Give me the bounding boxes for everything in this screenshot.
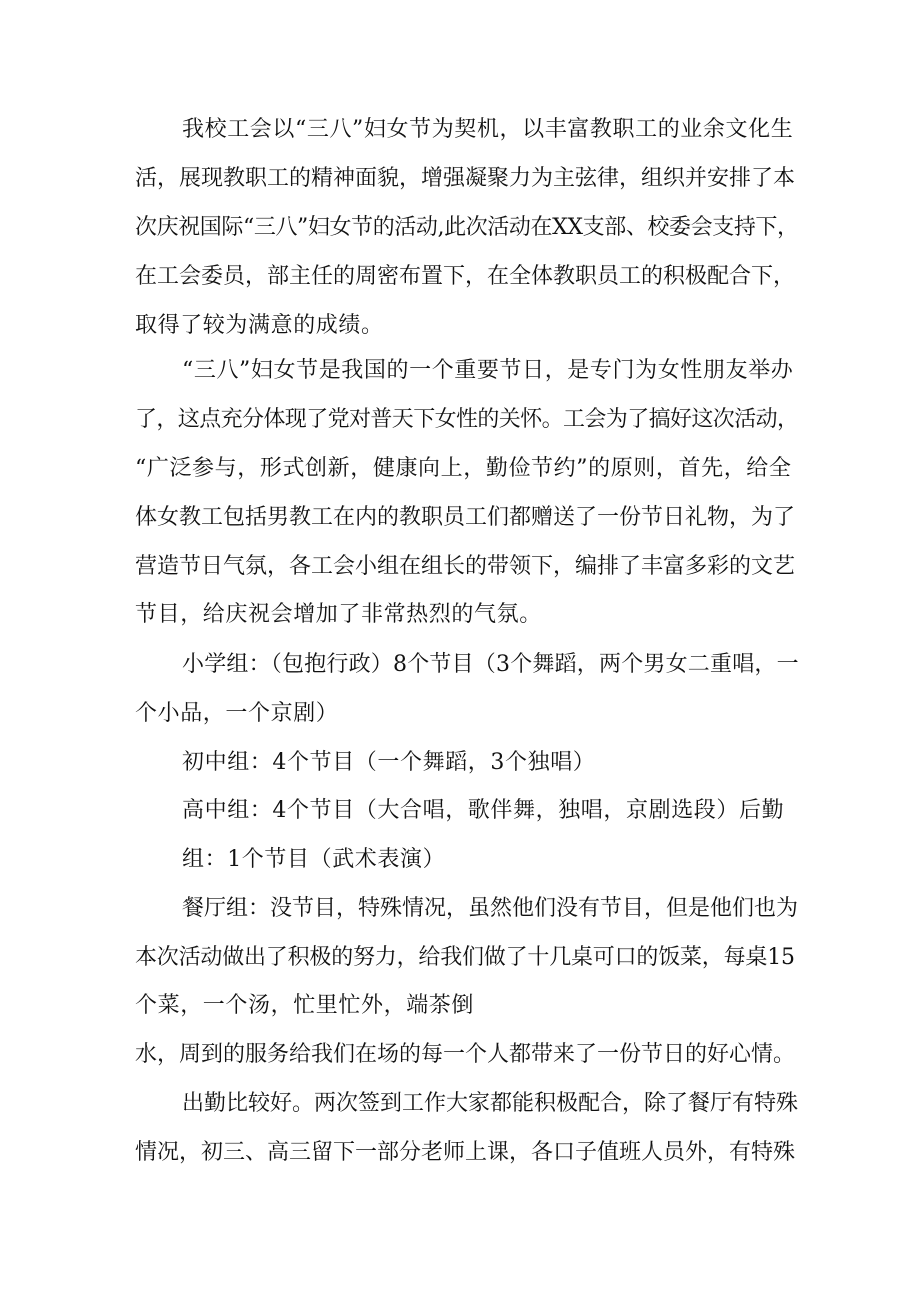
text-line: 我校工会以“三八”妇女节为契机，以丰富教职工的业余文化生 [182,117,794,142]
text-line: 小学组：（包抱行政）8个节目（3个舞蹈，两个男女二重唱，一 [182,652,799,677]
text-line: 本次活动做出了积极的努力，给我们做了十几桌可口的饭菜，每桌15 [135,945,795,970]
text-line: 个小品，一个京剧） [135,701,339,726]
text-line: 出勤比较好。两次签到工作大家都能积极配合，除了餐厅有特殊 [182,1091,799,1116]
text-line: “广泛参与，形式创新，健康向上，勤俭节约”的原则，首先，给全 [135,456,792,481]
text-line: 初中组：4个节目（一个舞蹈，3个独唱） [182,750,596,775]
text-line: 取得了较为满意的成绩。 [135,313,384,338]
text-line: 在工会委员，部主任的周密布置下，在全体教职员工的积极配合下， [135,264,796,289]
text-line: 节目，给庆祝会增加了非常热烈的气氛。 [135,602,542,627]
text-line: 体女教工包括男教工在内的教职员工们都赠送了一份节日礼物，为了 [135,505,796,530]
text-line: 餐厅组：没节目，特殊情况，虽然他们没有节目，但是他们也为 [182,896,799,921]
text-line: 次庆祝国际“三八”妇女节的活动,此次活动在XX支部、校委会支持下， [135,215,799,240]
text-line: 情况，初三、高三留下一部分老师上课，各口子值班人员外，有特殊 [135,1140,796,1165]
text-line: 营造节日气氛，各工会小组在组长的带领下，编排了丰富多彩的文艺 [135,554,796,579]
text-line: 组：1个节目（武术表演） [182,847,446,872]
text-line: 活，展现教职工的精神面貌，增强凝聚力为主弦律，组织并安排了本 [135,166,796,191]
text-line: 水，周到的服务给我们在场的每一个人都带来了一份节日的好心情。 [135,1042,796,1067]
text-line: 高中组：4个节目（大合唱，歌伴舞，独唱，京剧选段）后勤 [182,798,785,823]
text-line: “三八”妇女节是我国的一个重要节日，是专门为女性朋友举办 [182,358,794,383]
text-line: 了，这点充分体现了党对普天下女性的关怀。工会为了搞好这次活动， [135,407,799,432]
text-line: 个菜，一个汤，忙里忙外，端茶倒 [135,993,475,1018]
